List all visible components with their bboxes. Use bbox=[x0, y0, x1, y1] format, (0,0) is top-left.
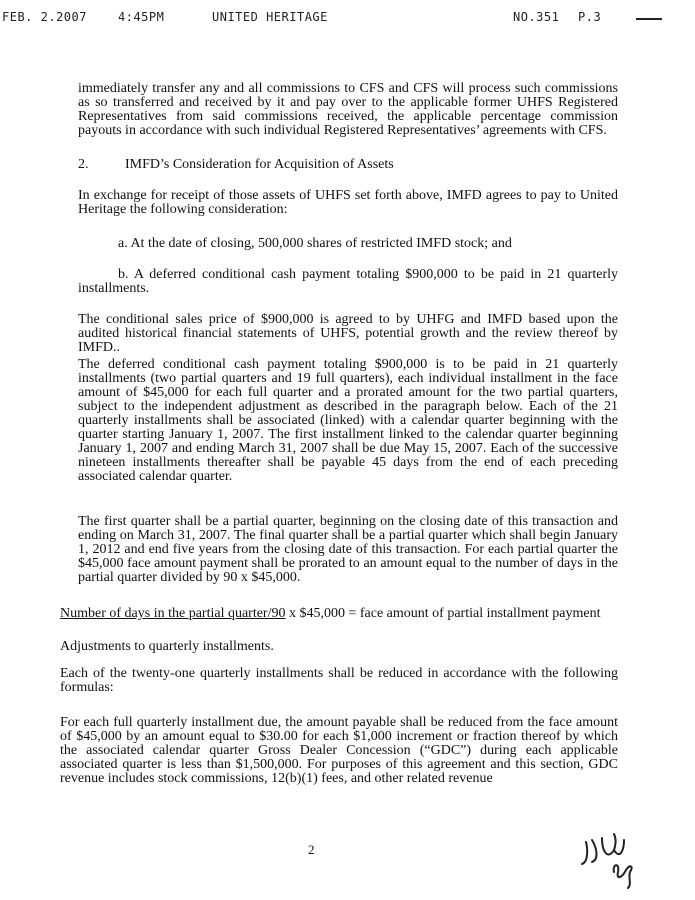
formula-rest: x $45,000 = face amount of partial installment payment bbox=[285, 606, 601, 621]
paragraph-sales-price: The conditional sales price of $900,000 is agreed to by UHFG and IMFD based upon the audited historical financial statements of UHFS, potential growth and the review thereof by IMFD.. bbox=[78, 312, 618, 355]
formula-underlined: Number of days in the partial quarter/90 bbox=[60, 606, 286, 621]
fax-number: NO.351 bbox=[513, 10, 560, 24]
paragraph-exchange: In exchange for receipt of those assets of UHFS set forth above, IMFD agrees to pay to United Heritage the following consideration: bbox=[78, 188, 618, 217]
paragraph-commissions: immediately transfer any and all commissions to CFS and CFS will process such commissions as so transferred and received by it and pay over to the applicable former UHFS Registered Representatives from said commissions received, the applicable percentage commission payouts in accordance with such individual Registered Representatives’ agreements with CFS. bbox=[78, 81, 618, 138]
fax-page: P.3 bbox=[578, 10, 602, 24]
fax-company: UNITED HERITAGE bbox=[212, 10, 328, 24]
list-item-b-text: b. A deferred conditional cash payment totaling $900,000 to be paid in 21 quarterly installments. bbox=[78, 267, 618, 296]
fax-header-rule bbox=[636, 18, 662, 20]
paragraph-each-full-installment: For each full quarterly installment due, the amount payable shall be reduced from the face amount of $45,000 by an amount equal to $30.00 for each $1,000 increment or fraction thereof by which the associated calendar quarter Gross Dealer Concession (“GDC”) during each applicable associated quarter is less than $1,500,000. For purposes of this agreement and this section, GDC revenue includes stock commissions, 12(b)(1) fees, and other related revenue bbox=[60, 715, 618, 786]
page-number: 2 bbox=[308, 842, 315, 857]
section-number: 2. bbox=[78, 157, 89, 172]
paragraph-first-quarter: The first quarter shall be a partial quarter, beginning on the closing date of this transaction and ending on March 31, 2007. The final quarter shall be a partial quarter which shall begin January 1, 2012 and end five years from the closing date of this transaction. For each partial quarter the $45,000 face amount payment shall be prorated to an amount equal to the number of days in the partial quarter divided by 90 x $45,000. bbox=[78, 514, 618, 585]
list-item-a: a. At the date of closing, 500,000 shares of restricted IMFD stock; and bbox=[118, 236, 512, 251]
list-item-b bbox=[78, 268, 618, 296]
handwritten-initials bbox=[578, 820, 648, 890]
adjustments-heading: Adjustments to quarterly installments. bbox=[60, 639, 274, 654]
paragraph-each-installment: Each of the twenty-one quarterly installments shall be reduced in accordance with the following formulas: bbox=[60, 666, 618, 695]
fax-time: 4:45PM bbox=[118, 10, 165, 24]
paragraph-deferred-payment: The deferred conditional cash payment totaling $900,000 is to be paid in 21 quarterly installments (two partial quarters and 19 full quarters), each individual installment in the face amount of $45,000 for each full quarter and a prorated amount for the two partial quarters, subject to the independent adjustment as described in the paragraph below. Each of the 21 quarterly installments shall be associated (linked) with a calendar quarter beginning with the quarter starting January 1, 2007. The first installment linked to the calendar quarter beginning January 1, 2007 and ending March 31, 2007 shall be due May 15, 2007. Each of the successive nineteen installments thereafter shall be payable 45 days from the end of each preceding associated calendar quarter. bbox=[78, 357, 618, 484]
formula-line bbox=[60, 607, 601, 621]
fax-date: FEB. 2.2007 bbox=[2, 10, 87, 24]
fax-header bbox=[0, 10, 695, 28]
section-title: IMFD’s Consideration for Acquisition of Assets bbox=[125, 157, 394, 172]
